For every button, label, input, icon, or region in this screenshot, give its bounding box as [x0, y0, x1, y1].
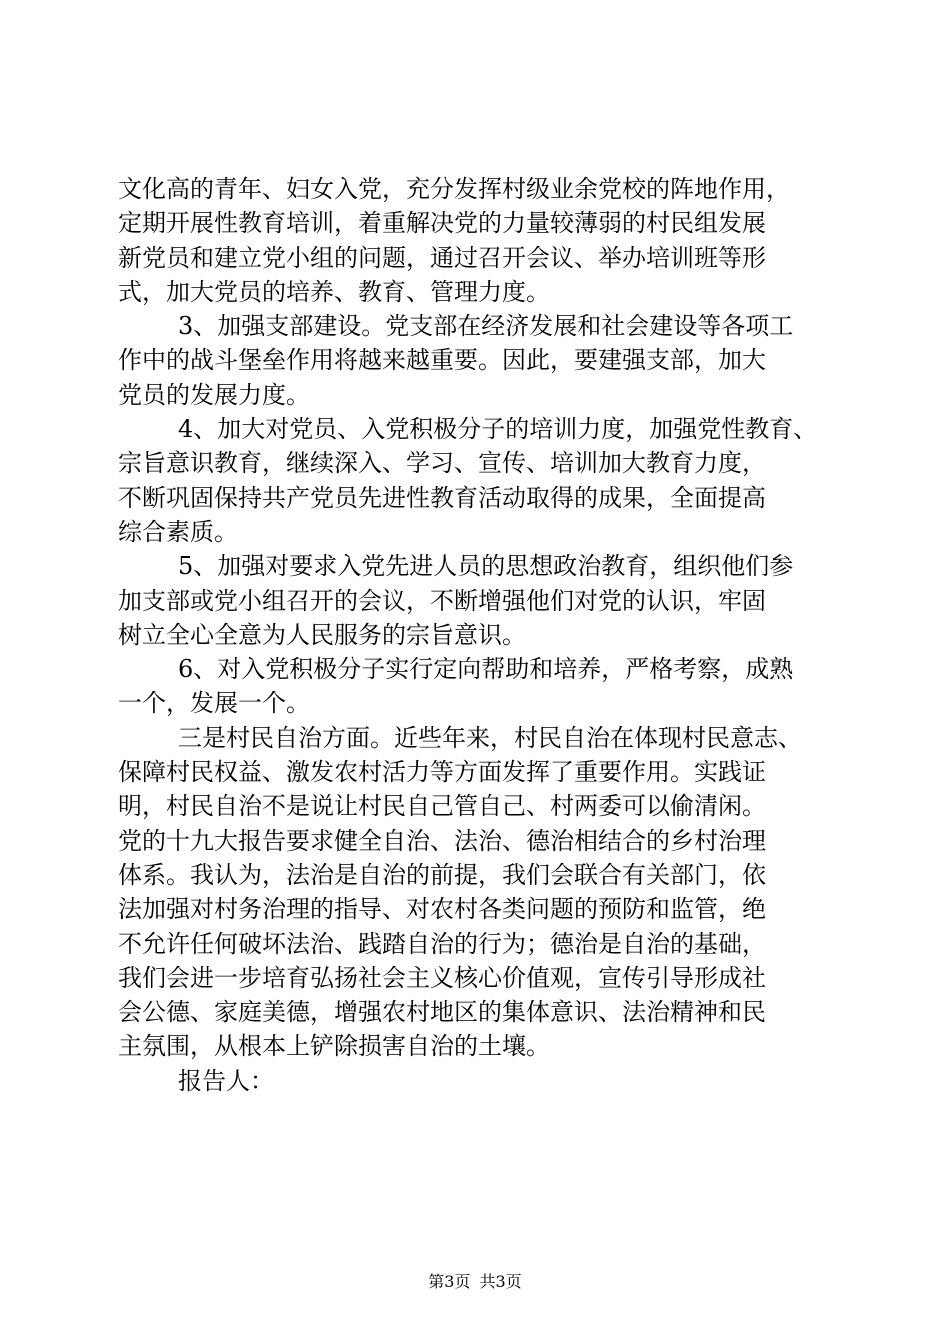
text-line: 6、对入党积极分子实行定向帮助和培养，严格考察，成熟 — [178, 655, 794, 684]
text-line: 党的十九大报告要求健全自治、法治、德治相结合的乡村治理 — [118, 826, 766, 855]
text-line: 定期开展性教育培训，着重解决党的力量较薄弱的村民组发展 — [118, 209, 766, 238]
text-line: 新党员和建立党小组的问题，通过召开会议、举办培训班等形 — [118, 243, 766, 272]
text-line: 体系。我认为，法治是自治的前提，我们会联合有关部门，依 — [118, 860, 766, 889]
text-line: 树立全心全意为人民服务的宗旨意识。 — [118, 620, 526, 649]
text-line: 会公德、家庭美德，增强农村地区的集体意识、法治精神和民 — [118, 998, 766, 1027]
page-total: 共3页 — [479, 1272, 522, 1291]
text-line: 加支部或党小组召开的会议，不断增强他们对党的认识，牢固 — [118, 586, 766, 615]
text-line: 宗旨意识教育，继续深入、学习、宣传、培训加大教育力度， — [118, 449, 766, 478]
text-line: 文化高的青年、妇女入党，充分发挥村级业余党校的阵地作用， — [118, 175, 790, 203]
text-line: 式，加大党员的培养、教育、管理力度。 — [118, 277, 550, 306]
text-line: 一个，发展一个。 — [118, 689, 310, 718]
text-line: 三是村民自治方面。近些年来，村民自治在体现村民意志、 — [178, 723, 802, 752]
text-line: 党员的发展力度。 — [118, 380, 310, 409]
text-line: 明，村民自治不是说让村民自己管自己、村两委可以偷清闲。 — [118, 792, 766, 821]
text-line: 5、加强对要求入党先进人员的思想政治教育，组织他们参 — [178, 552, 794, 581]
text-line: 不断巩固保持共产党员先进性教育活动取得的成果，全面提高 — [118, 483, 766, 512]
text-line: 主氛围，从根本上铲除损害自治的土壤。 — [118, 1032, 550, 1061]
text-line: 保障村民权益、激发农村活力等方面发挥了重要作用。实践证 — [118, 758, 766, 787]
page-footer — [0, 1272, 950, 1292]
text-line: 4、加大对党员、入党积极分子的培训力度，加强党性教育、 — [178, 415, 818, 444]
text-line: 3、加强支部建设。党支部在经济发展和社会建设等各项工 — [178, 312, 794, 341]
text-line: 法加强对村务治理的指导、对农村各类问题的预防和监管，绝 — [118, 895, 766, 924]
text-line: 综合素质。 — [118, 517, 238, 546]
text-line: 不允许任何破坏法治、践踏自治的行为；德治是自治的基础， — [118, 929, 766, 958]
text-line: 作中的战斗堡垒作用将越来越重要。因此，要建强支部，加大 — [118, 346, 766, 375]
document-body — [118, 172, 838, 1098]
text-line: 我们会进一步培育弘扬社会主义核心价值观，宣传引导形成社 — [118, 963, 766, 992]
page-number: 第3页 — [428, 1272, 471, 1291]
text-line: 报告人： — [178, 1066, 274, 1095]
